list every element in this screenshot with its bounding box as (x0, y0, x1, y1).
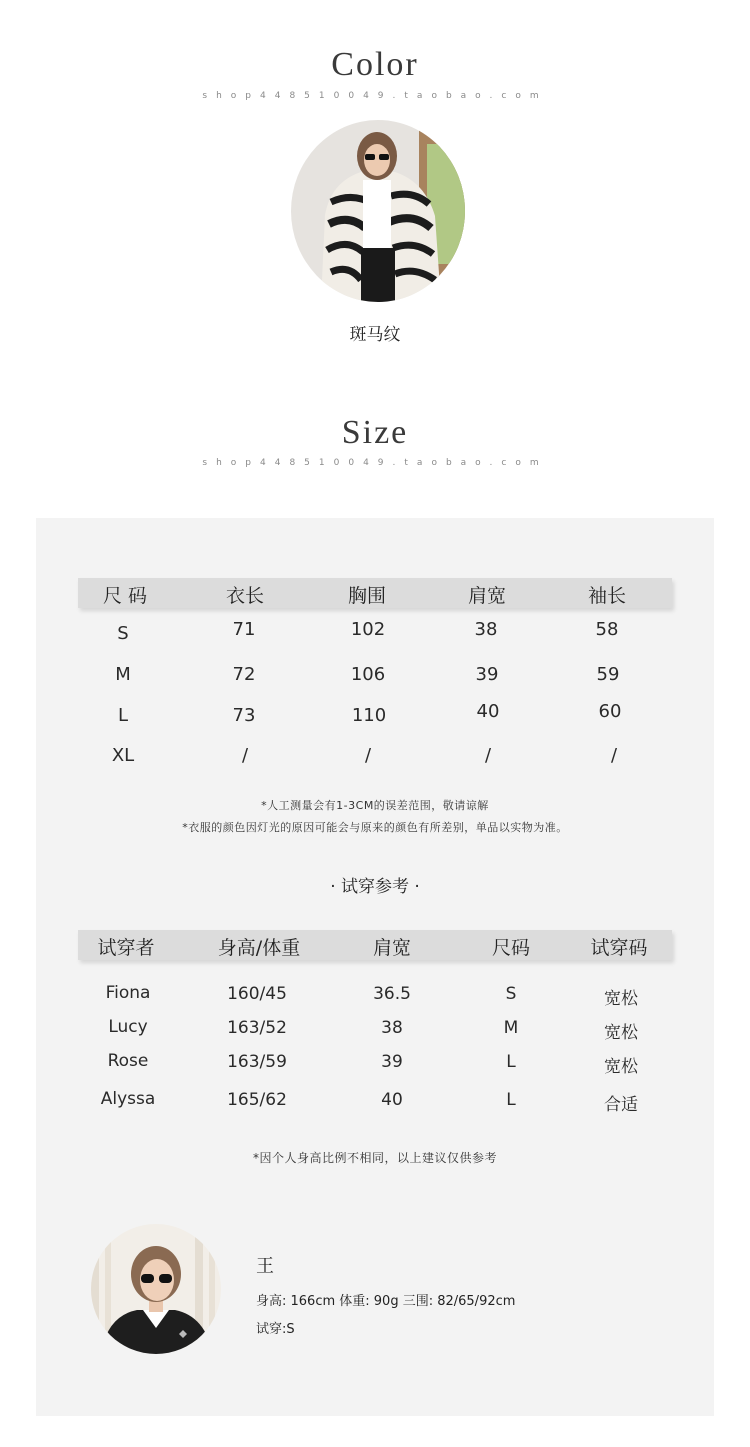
size-header-bust: 胸围 (347, 585, 386, 607)
model-stats: 身高: 166cm 体重: 90g 三围: 82/65/92cm (256, 1294, 516, 1309)
size-shop-url: shop448510049.taobao.com (202, 458, 548, 468)
size-row-xl-length: / (241, 745, 249, 766)
try-on-row-height-weight: 160/45 (227, 984, 287, 1004)
size-title: Size (341, 414, 409, 451)
try-on-row-height-weight: 165/62 (227, 1090, 287, 1110)
try-on-row-height-weight: 163/59 (227, 1052, 287, 1072)
size-row-l-length: 73 (232, 705, 256, 726)
try-on-row-fit: 合适 (604, 1095, 638, 1115)
size-header-length: 衣长 (225, 585, 264, 607)
try-on-header-height-weight: 身高/体重 (217, 937, 301, 959)
size-row-l-bust: 110 (351, 705, 387, 726)
try-on-row-shoulder: 36.5 (373, 984, 411, 1004)
try-on-row-name: Fiona (105, 983, 151, 1003)
try-on-row-name: Lucy (108, 1017, 148, 1037)
size-row-xl-sleeve: / (610, 745, 618, 766)
size-row-s-sleeve: 58 (595, 619, 619, 640)
try-on-header-tester: 试穿者 (97, 937, 155, 959)
size-row-l-shoulder: 40 (476, 701, 500, 722)
model-tried-size: 试穿:S (256, 1322, 295, 1337)
try-on-row-size: M (503, 1018, 519, 1038)
try-on-header-size: 尺码 (491, 937, 530, 959)
try-on-row-height-weight: 163/52 (227, 1018, 287, 1038)
size-row-m-size: M (115, 664, 131, 685)
color-name-label: 斑马纹 (349, 325, 401, 345)
measurement-note: *人工测量会有1-3CM的误差范围，敬请谅解 (261, 799, 489, 812)
color-difference-note: *衣服的颜色因灯光的原因可能会与原来的颜色有所差别，单品以实物为准。 (182, 821, 568, 834)
size-row-m-shoulder: 39 (475, 664, 499, 685)
color-title: Color (331, 46, 419, 83)
try-on-row-shoulder: 38 (381, 1018, 403, 1038)
size-row-s-shoulder: 38 (474, 619, 498, 640)
try-on-row-shoulder: 40 (381, 1090, 403, 1110)
size-row-m-bust: 106 (350, 664, 386, 685)
model-name: 王 (256, 1256, 274, 1277)
try-on-header-tried-size: 试穿码 (590, 937, 648, 959)
try-on-row-shoulder: 39 (381, 1052, 403, 1072)
try-on-row-size: S (505, 984, 517, 1004)
try-on-row-fit: 宽松 (604, 1023, 638, 1043)
size-row-xl-bust: / (364, 745, 372, 766)
model-avatar (91, 1224, 221, 1354)
try-on-header-shoulder: 肩宽 (372, 937, 411, 959)
size-header-sleeve: 袖长 (587, 585, 626, 607)
size-row-s-size: S (117, 623, 129, 644)
try-on-row-fit: 宽松 (604, 989, 638, 1009)
try-on-row-size: L (506, 1052, 516, 1072)
try-on-row-size: L (506, 1090, 516, 1110)
size-row-l-sleeve: 60 (598, 701, 622, 722)
size-row-m-sleeve: 59 (596, 664, 620, 685)
size-row-m-length: 72 (232, 664, 256, 685)
size-header-size: 尺 码 (102, 585, 148, 607)
try-on-row-fit: 宽松 (604, 1057, 638, 1077)
try-on-row-name: Alyssa (100, 1089, 156, 1109)
size-row-xl-size: XL (111, 745, 135, 766)
size-row-l-size: L (117, 705, 129, 726)
size-header-shoulder: 肩宽 (467, 585, 506, 607)
color-shop-url: shop448510049.taobao.com (202, 91, 548, 101)
size-row-xl-shoulder: / (484, 745, 492, 766)
size-row-s-length: 71 (232, 619, 256, 640)
try-on-row-name: Rose (107, 1051, 149, 1071)
try-on-title: · 试穿参考 · (330, 877, 420, 897)
zebra-coat-photo (291, 120, 465, 302)
size-row-s-bust: 102 (350, 619, 386, 640)
try-on-note: *因个人身高比例不相同，以上建议仅供参考 (252, 1151, 497, 1165)
